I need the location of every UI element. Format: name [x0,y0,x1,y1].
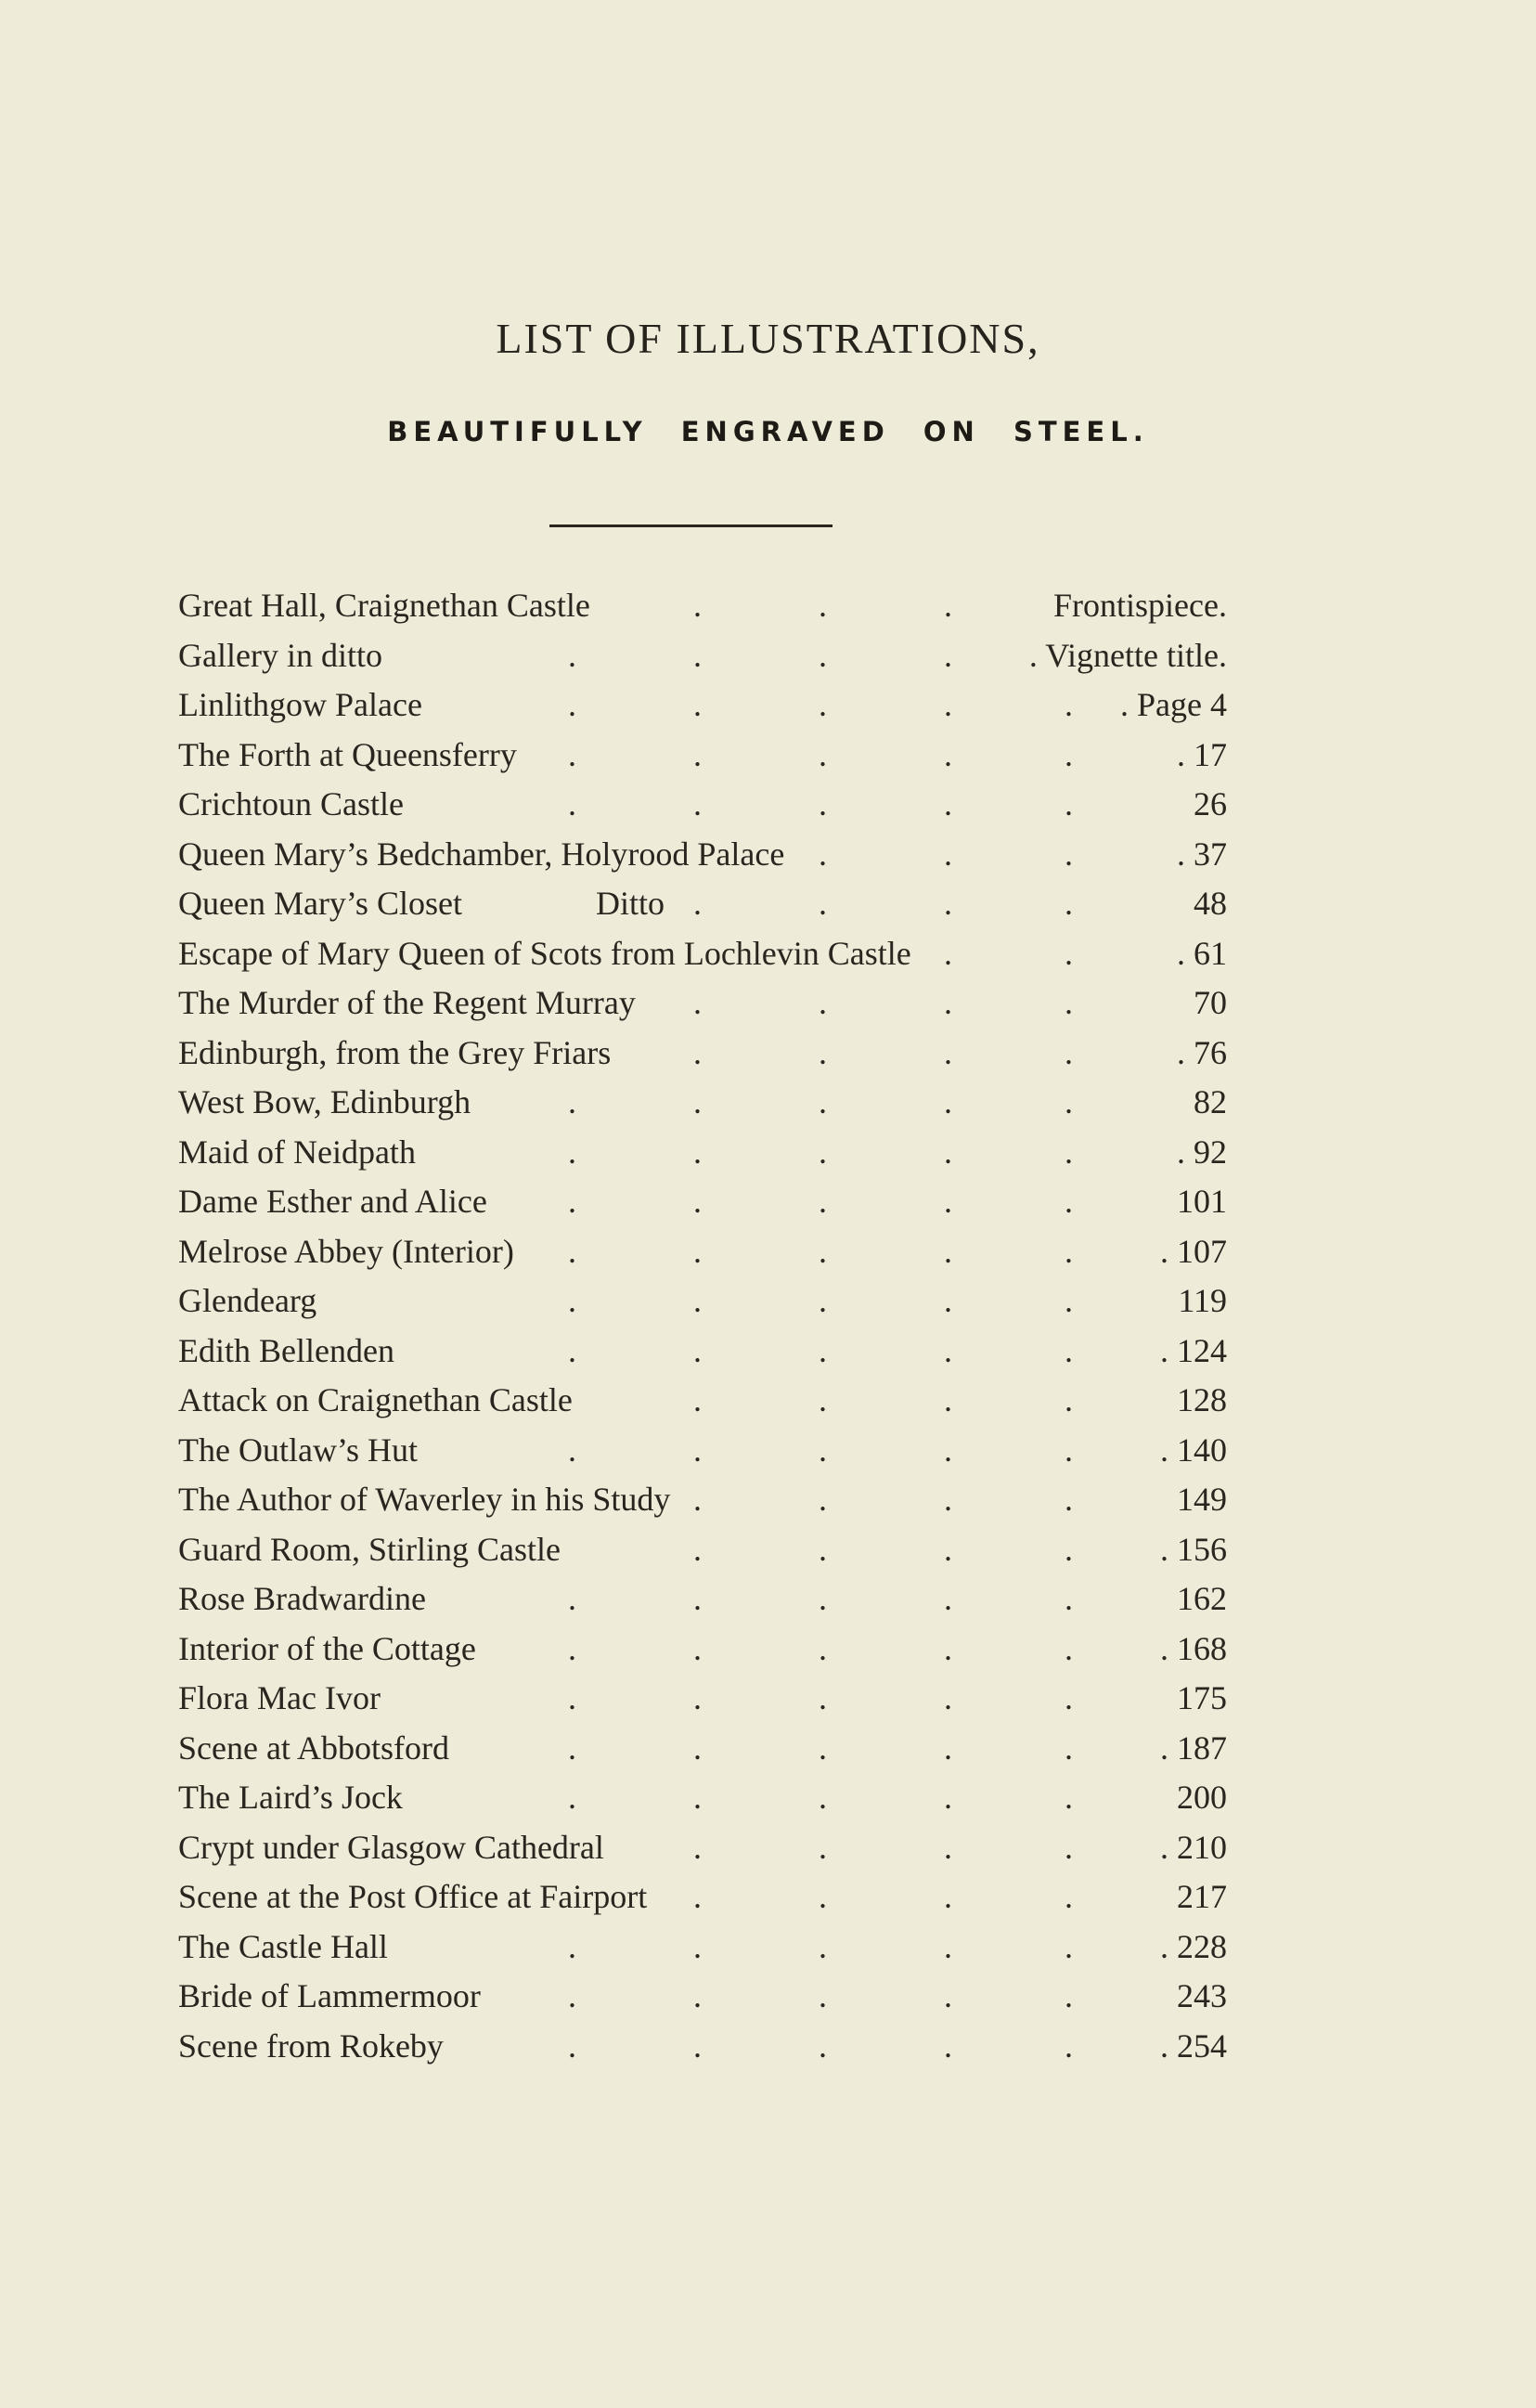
illustration-entry [178,830,1227,880]
illustration-title: Glendearg [178,1282,317,1319]
illustration-page: 243 [1177,1977,1227,2014]
leader-dot: . [819,1183,827,1220]
leader-dot: . [944,1977,952,2014]
leader-dot: . [693,2026,702,2065]
leader-dot: . [944,1431,952,1469]
illustration-page: 128 [1177,1381,1227,1418]
leader-dot: . [819,686,827,723]
illustration-entry [178,1128,1227,1178]
leader-dot: . [693,1183,702,1220]
leader-dot: . [568,1282,576,1319]
illustration-entry [178,1525,1227,1575]
leader-dot: . [693,984,702,1021]
leader-dot: . [1065,1779,1073,1816]
illustration-entry [178,1177,1227,1227]
leader-dot: . [568,1331,576,1369]
leader-dot: . [693,1977,702,2014]
leader-dot: . [693,1033,702,1071]
illustration-title: Crichtoun Castle [178,785,404,822]
leader-dot: . [1065,1927,1073,1965]
leader-dot: . [1065,1728,1073,1767]
leader-dot: . [944,1331,952,1369]
leader-dot: . [1065,1183,1073,1220]
leader-dot: . [819,735,827,773]
leader-dot: . [944,1779,952,1816]
leader-dot: . [944,1232,952,1270]
subtitle-word: STEEL. [1013,416,1149,447]
illustration-page: 217 [1177,1878,1227,1915]
leader-dot: . [693,1331,702,1369]
leader-dot: . [819,2026,827,2065]
illustration-entry [178,1426,1227,1476]
leader-dot: . [944,1183,952,1220]
leader-dot: . [693,636,702,674]
illustration-title: Linlithgow Palace [178,686,422,723]
leader-dot: . [693,1779,702,1816]
leader-dot: . [819,1232,827,1270]
illustration-title: The Murder of the Regent Murray [178,984,636,1021]
illustration-entry [178,680,1227,731]
illustration-page: . 156 [1160,1530,1227,1568]
illustration-entry [178,1227,1227,1277]
leader-dot: . [944,1878,952,1915]
illustration-entry [178,1823,1227,1873]
illustration-entry [178,780,1227,830]
leader-dot: . [819,1679,827,1716]
leader-dot: . [944,1828,952,1866]
leader-dot: . [944,1530,952,1568]
leader-dot: . [568,1133,576,1171]
leader-dot: . [944,1133,952,1171]
leader-dot: . [568,636,576,674]
leader-dot: . [819,1728,827,1767]
leader-dot: . [944,1728,952,1767]
illustration-entry [178,731,1227,781]
leader-dot: . [568,785,576,822]
leader-dot: . [1065,1033,1073,1071]
leader-dot: . [944,686,952,723]
illustration-entry [178,1674,1227,1724]
leader-dot: . [1065,1282,1073,1319]
illustration-entry [178,1773,1227,1823]
illustration-page: . 61 [1177,934,1227,972]
illustration-entry [178,1029,1227,1079]
leader-dot: . [944,1481,952,1518]
illustration-title: Dame Esther and Alice [178,1183,487,1220]
illustration-title: Crypt under Glasgow Cathedral [178,1828,604,1866]
leader-dot: . [1065,885,1073,922]
leader-dot: . [1065,2026,1073,2065]
leader-dot: . [693,1083,702,1120]
subtitle-word: ON [923,416,980,447]
leader-dot: . [1065,785,1073,822]
illustration-page: . 254 [1160,2026,1227,2065]
leader-dot: . [693,1431,702,1469]
leader-dot: . [568,1927,576,1965]
illustration-title: Scene from Rokeby [178,2026,444,2065]
illustration-page: 200 [1177,1779,1227,1816]
leader-dot: . [693,885,702,922]
leader-dot: . [1065,1431,1073,1469]
leader-dot: . [819,636,827,674]
illustration-entry [178,1972,1227,2022]
leader-dot: . [944,885,952,922]
illustration-page: . 187 [1160,1728,1227,1767]
leader-dot: . [944,984,952,1021]
leader-dot: . [1065,1629,1073,1667]
leader-dot: . [944,1033,952,1071]
leader-dot: . [819,1331,827,1369]
leader-dot: . [693,1927,702,1965]
illustration-title: Attack on Craignethan Castle [178,1381,573,1418]
illustration-page: 48 [1194,885,1227,922]
illustration-entry [178,879,1227,929]
illustration-page: 101 [1177,1183,1227,1220]
leader-dot: . [568,686,576,723]
leader-dot: . [819,1878,827,1915]
leader-dot: . [944,835,952,873]
leader-dot: . [819,1977,827,2014]
leader-dot: . [693,1828,702,1866]
title-divider [549,524,833,527]
leader-dot: . [1065,1679,1073,1716]
leader-dot: . [693,1629,702,1667]
illustration-page: . 168 [1160,1629,1227,1667]
illustration-title: Scene at the Post Office at Fairport [178,1878,648,1915]
leader-dot: . [944,785,952,822]
page-title: LIST OF ILLUSTRATIONS, [496,315,1040,362]
illustration-page: 82 [1194,1083,1227,1120]
leader-dot: . [693,1580,702,1617]
leader-dot: . [693,1282,702,1319]
illustration-page: . 76 [1177,1033,1227,1071]
leader-dot: . [568,1431,576,1469]
illustration-title: Edinburgh, from the Grey Friars [178,1033,612,1071]
leader-dot: . [819,1828,827,1866]
leader-dot: . [944,1381,952,1418]
illustration-entry [178,2022,1227,2072]
leader-dot: . [1065,984,1073,1021]
illustration-page: . 228 [1160,1927,1227,1965]
illustration-page: 149 [1177,1481,1227,1518]
leader-dot: . [944,1629,952,1667]
illustration-entry [178,1872,1227,1923]
illustration-page: . 210 [1160,1828,1227,1866]
illustration-title: Escape of Mary Queen of Scots from Lochlevin Castle [178,934,911,972]
leader-dot: . [819,1779,827,1816]
illustration-title: Bride of Lammermoor [178,1977,481,2014]
leader-dot: . [568,1679,576,1716]
leader-dot: . [568,1779,576,1816]
leader-dot: . [944,1580,952,1617]
leader-dot: . [819,1282,827,1319]
leader-dot: . [944,1679,952,1716]
leader-dot: . [568,1629,576,1667]
leader-dot: . [1065,1133,1073,1171]
leader-dot: . [568,1580,576,1617]
leader-dot: . [1065,686,1073,723]
leader-dot: . [1065,1828,1073,1866]
leader-dot: . [819,885,827,922]
illustration-title: Interior of the Cottage [178,1629,476,1667]
leader-dot: . [819,1083,827,1120]
illustration-page: 162 [1177,1580,1227,1617]
leader-dot: . [693,587,702,624]
leader-dot: . [693,1481,702,1518]
illustration-entry [178,631,1227,681]
illustration-page: . 124 [1160,1331,1227,1369]
leader-dot: . [568,1183,576,1220]
illustration-entry [178,1923,1227,1973]
leader-dot: . [1065,1083,1073,1120]
illustration-page: 26 [1194,785,1227,822]
illustration-entry [178,1376,1227,1426]
leader-dot: . [1065,1977,1073,2014]
leader-dot: . [819,1033,827,1071]
illustration-page: . Page 4 [1120,686,1227,723]
illustration-entry [178,1625,1227,1675]
illustration-page: . 140 [1160,1431,1227,1469]
leader-dot: . [944,587,952,624]
leader-dot: . [944,735,952,773]
illustration-page: . 17 [1177,735,1227,773]
illustration-page: 175 [1177,1679,1227,1716]
illustration-list [178,581,1227,2071]
leader-dot: . [693,1878,702,1915]
illustration-page: . 92 [1177,1133,1227,1171]
illustration-title: Queen Mary’s Closet Ditto [178,885,665,922]
illustration-title: The Author of Waverley in his Study [178,1481,671,1518]
illustration-page: 119 [1178,1282,1227,1319]
illustration-title: The Laird’s Jock [178,1779,403,1816]
illustration-title: Edith Bellenden [178,1331,394,1369]
leader-dot: . [819,1133,827,1171]
leader-dot: . [693,1133,702,1171]
illustration-page: Frontispiece. [1053,587,1227,624]
illustration-title: Great Hall, Craignethan Castle [178,587,590,624]
leader-dot: . [1065,1331,1073,1369]
illustration-entry [178,1276,1227,1327]
leader-dot: . [1065,934,1073,972]
leader-dot: . [693,1530,702,1568]
leader-dot: . [693,686,702,723]
leader-dot: . [693,785,702,822]
leader-dot: . [693,1728,702,1767]
leader-dot: . [944,934,952,972]
illustration-title: Guard Room, Stirling Castle [178,1530,561,1568]
leader-dot: . [568,1977,576,2014]
illustration-title: Maid of Neidpath [178,1133,416,1171]
illustration-entry [178,1574,1227,1625]
leader-dot: . [819,835,827,873]
illustration-entry [178,581,1227,631]
leader-dot: . [1065,1381,1073,1418]
illustration-entry [178,978,1227,1029]
leader-dot: . [819,587,827,624]
leader-dot: . [568,1083,576,1120]
illustration-page: . Vignette title. [1028,636,1227,674]
leader-dot: . [1065,1580,1073,1617]
leader-dot: . [819,1629,827,1667]
leader-dot: . [1065,1530,1073,1568]
illustration-title: The Forth at Queensferry [178,735,517,773]
illustration-page: . 37 [1177,835,1227,873]
illustration-title: Scene at Abbotsford [178,1728,449,1767]
leader-dot: . [1065,1232,1073,1270]
leader-dot: . [693,1679,702,1716]
illustration-title: West Bow, Edinburgh [178,1083,471,1120]
leader-dot: . [693,1232,702,1270]
illustration-page: . 107 [1160,1232,1227,1270]
leader-dot: . [693,1381,702,1418]
leader-dot: . [944,1282,952,1319]
leader-dot: . [944,636,952,674]
illustration-page: 70 [1194,984,1227,1021]
illustration-entry [178,1327,1227,1377]
leader-dot: . [693,735,702,773]
leader-dot: . [1065,735,1073,773]
page-subtitle [0,416,1536,447]
leader-dot: . [944,1927,952,1965]
leader-dot: . [819,1927,827,1965]
leader-dot: . [819,1481,827,1518]
illustration-title: Flora Mac Ivor [178,1679,381,1716]
illustration-title: The Castle Hall [178,1927,388,1965]
leader-dot: . [1065,1878,1073,1915]
leader-dot: . [819,1580,827,1617]
illustration-entry [178,1078,1227,1128]
leader-dot: . [568,1728,576,1767]
leader-dot: . [819,1530,827,1568]
leader-dot: . [819,1381,827,1418]
illustration-entry [178,1724,1227,1774]
illustration-title: Gallery in ditto [178,636,382,674]
leader-dot: . [819,1431,827,1469]
subtitle-word: ENGRAVED [680,416,890,447]
leader-dot: . [944,1083,952,1120]
leader-dot: . [568,735,576,773]
leader-dot: . [944,2026,952,2065]
leader-dot: . [568,2026,576,2065]
illustration-entry [178,929,1227,979]
leader-dot: . [1065,1481,1073,1518]
leader-dot: . [819,785,827,822]
illustration-title: Queen Mary’s Bedchamber, Holyrood Palace [178,835,785,873]
subtitle-word: BEAUTIFULLY [387,416,648,447]
illustration-title: Rose Bradwardine [178,1580,426,1617]
leader-dot: . [568,1232,576,1270]
leader-dot: . [1065,835,1073,873]
leader-dots [178,1276,1227,1327]
illustration-entry [178,1475,1227,1525]
leader-dot: . [819,984,827,1021]
illustration-title: The Outlaw’s Hut [178,1431,418,1469]
illustration-title: Melrose Abbey (Interior) [178,1232,514,1270]
